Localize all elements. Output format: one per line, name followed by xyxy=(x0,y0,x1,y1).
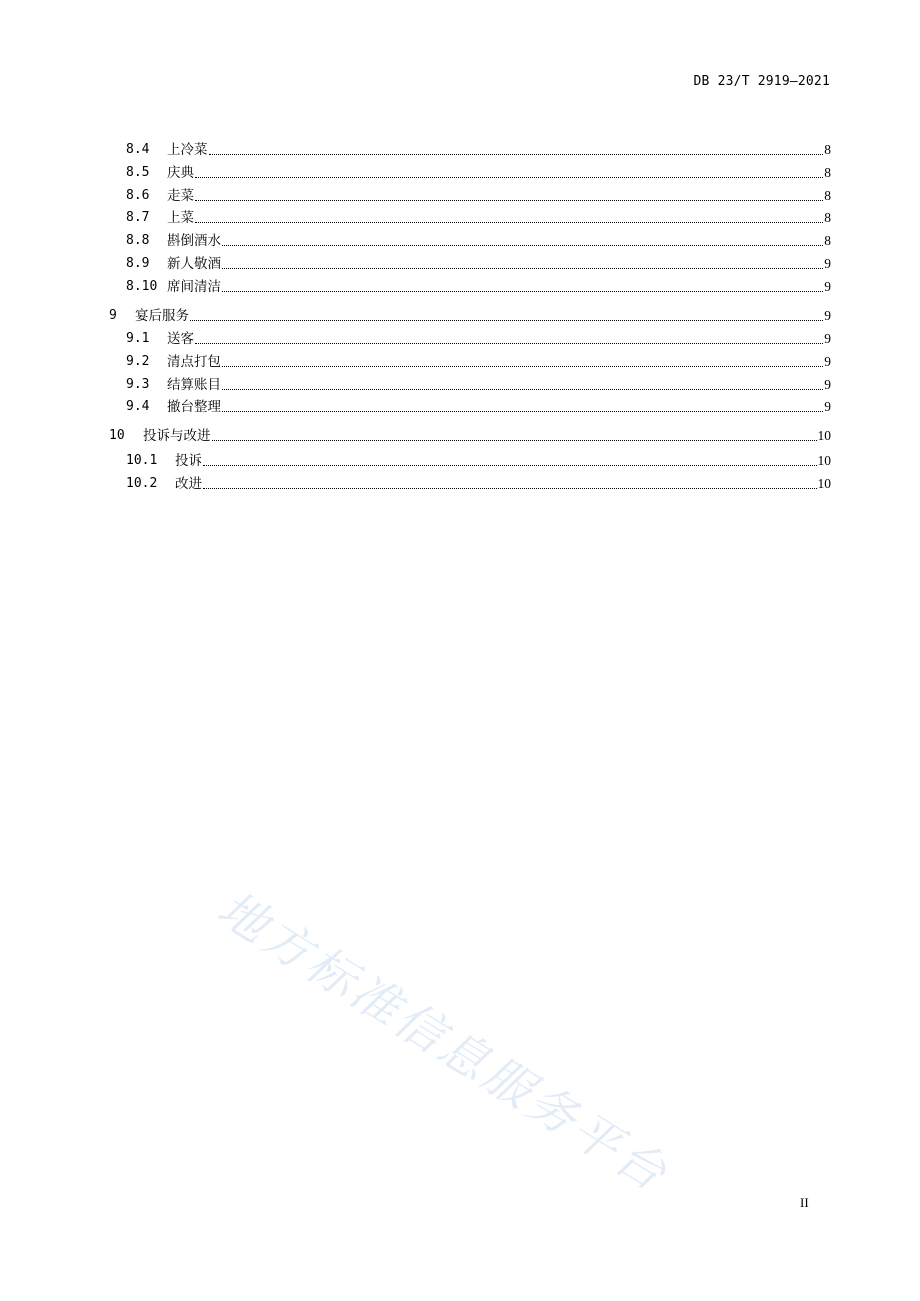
toc-entry[interactable] xyxy=(126,376,831,394)
toc-entry[interactable] xyxy=(126,475,831,493)
toc-entry-title: 斟倒酒水 xyxy=(167,233,221,249)
toc-entry-number: 8.9 xyxy=(126,256,150,271)
toc-entry[interactable] xyxy=(126,164,831,182)
toc-entry[interactable] xyxy=(126,187,831,205)
toc-entry[interactable] xyxy=(126,353,831,371)
dot-leader xyxy=(222,268,823,269)
standard-code: DB 23/T 2919—2021 xyxy=(693,74,830,89)
dot-leader xyxy=(222,389,823,390)
toc-entry-number: 9.2 xyxy=(126,354,150,369)
dot-leader xyxy=(203,465,817,466)
toc-entry-title: 清点打包 xyxy=(167,354,221,370)
toc-entry[interactable] xyxy=(126,255,831,273)
toc-entry-number: 8.5 xyxy=(126,165,150,180)
dot-leader xyxy=(209,154,824,155)
toc-entry[interactable] xyxy=(126,452,831,470)
toc-entry-page: 9 xyxy=(824,279,831,294)
toc-entry-page: 9 xyxy=(824,399,831,414)
toc-entry-page: 8 xyxy=(824,233,831,248)
toc-entry-number: 8.10 xyxy=(126,279,158,294)
toc-entry-title: 庆典 xyxy=(167,165,194,181)
toc-entry-title: 上冷菜 xyxy=(167,142,208,158)
toc-entry[interactable] xyxy=(126,232,831,250)
toc-entry-page: 8 xyxy=(824,165,831,180)
toc-entry-title: 宴后服务 xyxy=(135,308,189,324)
dot-leader xyxy=(222,366,823,367)
toc-entry-page: 8 xyxy=(824,210,831,225)
toc-entry-number: 8.8 xyxy=(126,233,150,248)
toc-entry-title: 送客 xyxy=(167,331,194,347)
toc-entry-page: 9 xyxy=(824,354,831,369)
toc-entry-number: 8.6 xyxy=(126,188,150,203)
toc-entry[interactable] xyxy=(126,398,831,416)
dot-leader xyxy=(222,291,823,292)
toc-entry-title: 新人敬酒 xyxy=(167,256,221,272)
toc-entry-number: 8.7 xyxy=(126,210,150,225)
toc-entry-number: 8.4 xyxy=(126,142,150,157)
toc-entry[interactable] xyxy=(126,209,831,227)
toc-entry-number: 9.4 xyxy=(126,399,150,414)
toc-entry-page: 8 xyxy=(824,188,831,203)
toc-entry[interactable] xyxy=(126,278,831,296)
dot-leader xyxy=(195,343,823,344)
toc-entry-page: 10 xyxy=(817,453,831,468)
toc-entry-title: 投诉 xyxy=(175,453,202,469)
dot-leader xyxy=(195,177,823,178)
toc-entry-title: 撤台整理 xyxy=(167,399,221,415)
watermark: 地方标准信息服务平台 xyxy=(207,880,679,1204)
dot-leader xyxy=(222,245,823,246)
toc-entry-number: 10 xyxy=(109,428,125,443)
page-number: II xyxy=(800,1195,809,1210)
toc-entry-page: 8 xyxy=(824,142,831,157)
toc-entry-number: 9 xyxy=(109,308,117,323)
toc-entry-page: 9 xyxy=(824,331,831,346)
toc-entry-title: 上菜 xyxy=(167,210,194,226)
toc-entry-title: 结算账目 xyxy=(167,377,221,393)
toc-entry-title: 改进 xyxy=(175,476,202,492)
toc-entry-page: 9 xyxy=(824,377,831,392)
toc-entry[interactable] xyxy=(126,330,831,348)
toc-entry-title: 走菜 xyxy=(167,188,194,204)
toc-entry[interactable] xyxy=(126,141,831,159)
toc-entry-number: 9.1 xyxy=(126,331,150,346)
toc-entry-page: 9 xyxy=(824,256,831,271)
dot-leader xyxy=(212,440,817,441)
dot-leader xyxy=(203,488,817,489)
toc-entry-number: 10.1 xyxy=(126,453,158,468)
dot-leader xyxy=(195,222,823,223)
toc-entry-page: 10 xyxy=(817,476,831,491)
toc-entry-page: 9 xyxy=(824,308,831,323)
toc-entry-number: 9.3 xyxy=(126,377,150,392)
toc-entry-title: 席间清洁 xyxy=(167,279,221,295)
dot-leader xyxy=(190,320,823,321)
toc-entry-page: 10 xyxy=(817,428,831,443)
dot-leader xyxy=(195,200,823,201)
dot-leader xyxy=(222,411,823,412)
toc-entry-title: 投诉与改进 xyxy=(143,428,211,444)
toc-entry-number: 10.2 xyxy=(126,476,158,491)
toc-entry[interactable] xyxy=(109,427,831,445)
toc-entry[interactable] xyxy=(109,307,831,325)
